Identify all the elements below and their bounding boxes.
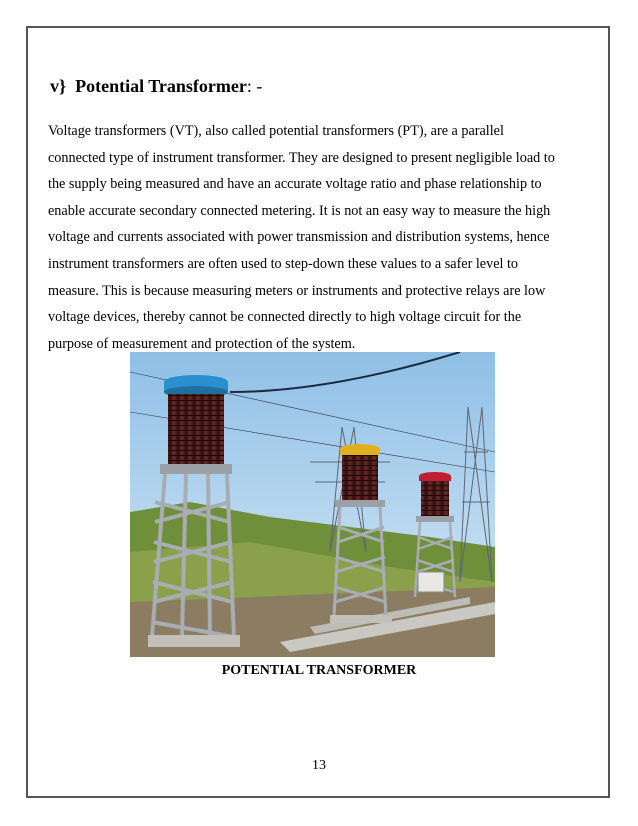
heading-marker: v} [50,76,67,96]
figure-caption: POTENTIAL TRANSFORMER [221,663,417,678]
page-number: 13 [312,758,326,773]
paragraph-line: instrument transformers are often used to step-down these values to a safer level to [48,255,519,272]
junction-box [418,572,444,592]
paragraph-line: measure. This is because measuring meters or instruments and protective relays are low [48,282,546,299]
paragraph-line: connected type of instrument transformer. They are designed to present negligible load to [48,149,555,166]
heading-title: Potential Transformer [75,76,247,96]
section-heading [50,76,262,97]
heading-suffix: : - [246,76,263,96]
body-paragraph [48,118,593,357]
paragraph-line: Voltage transformers (VT), also called potential transformers (PT), are a parallel [48,123,504,139]
paragraph-line: voltage devices, thereby cannot be connected directly to high voltage circuit for the [48,309,522,326]
paragraph-line: purpose of measurement and protection of the system. [48,335,356,352]
paragraph-line: voltage and currents associated with power transmission and distribution systems, hence [48,229,550,246]
transformer-illustration [130,352,495,657]
paragraph-line: the supply being measured and have an accurate voltage ratio and phase relationship to [48,176,542,193]
paragraph-line: enable accurate secondary connected metering. It is not an easy way to measure the high [48,202,551,219]
potential-transformer-photo [130,352,495,657]
